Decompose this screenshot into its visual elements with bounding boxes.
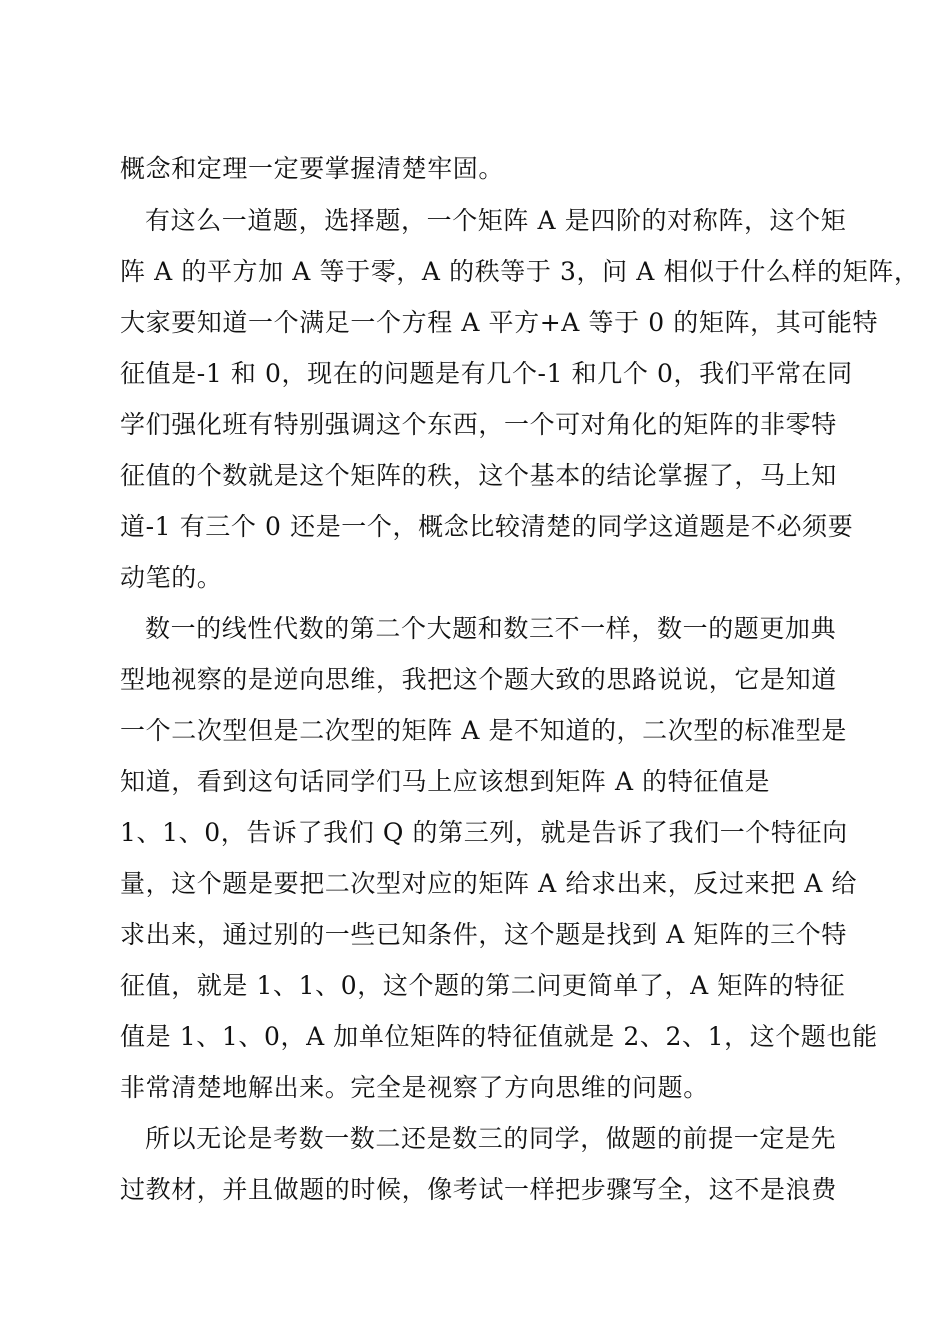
text-line: 求出来，通过别的一些已知条件，这个题是找到 A 矩阵的三个特 xyxy=(120,920,847,949)
text-line: 动笔的。 xyxy=(120,563,223,592)
text-line: 阵 A 的平方加 A 等于零，A 的秩等于 3，问 A 相似于什么样的矩阵， xyxy=(120,257,920,286)
text-line: 非常清楚地解出来。完全是视察了方向思维的问题。 xyxy=(120,1073,709,1102)
text-line: 征值是-1 和 0，现在的问题是有几个-1 和几个 0，我们平常在同 xyxy=(120,359,853,388)
text-line: 知道，看到这句话同学们马上应该想到矩阵 A 的特征值是 xyxy=(120,767,771,796)
text-line: 一个二次型但是二次型的矩阵 A 是不知道的，二次型的标准型是 xyxy=(120,716,847,745)
text-line: 征值的个数就是这个矩阵的秩，这个基本的结论掌握了，马上知 xyxy=(120,461,837,490)
paragraph-start-line: 数一的线性代数的第二个大题和数三不一样，数一的题更加典 xyxy=(145,614,837,643)
text-line: 量，这个题是要把二次型对应的矩阵 A 给求出来，反过来把 A 给 xyxy=(120,869,858,898)
text-line: 概念和定理一定要掌握清楚牢固。 xyxy=(120,154,505,183)
text-line: 过教材，并且做题的时候，像考试一样把步骤写全，这不是浪费 xyxy=(120,1175,837,1204)
text-line: 学们强化班有特别强调这个东西，一个可对角化的矩阵的非零特 xyxy=(120,410,837,439)
paragraph-start-line: 所以无论是考数一数二还是数三的同学，做题的前提一定是先 xyxy=(145,1124,837,1153)
text-line: 值是 1、1、0，A 加单位矩阵的特征值就是 2、2、1，这个题也能 xyxy=(120,1022,878,1051)
text-line: 型地视察的是逆向思维，我把这个题大致的思路说说，它是知道 xyxy=(120,665,837,694)
text-line: 1、1、0，告诉了我们 Q 的第三列，就是告诉了我们一个特征向 xyxy=(120,818,848,847)
text-line: 征值，就是 1、1、0，这个题的第二问更简单了，A 矩阵的特征 xyxy=(120,971,846,1000)
paragraph-start-line: 有这么一道题，选择题，一个矩阵 A 是四阶的对称阵，这个矩 xyxy=(145,206,847,235)
text-line: 道-1 有三个 0 还是一个，概念比较清楚的同学这道题是不必须要 xyxy=(120,512,854,541)
text-line: 大家要知道一个满足一个方程 A 平方+A 等于 0 的矩阵，其可能特 xyxy=(120,308,879,337)
